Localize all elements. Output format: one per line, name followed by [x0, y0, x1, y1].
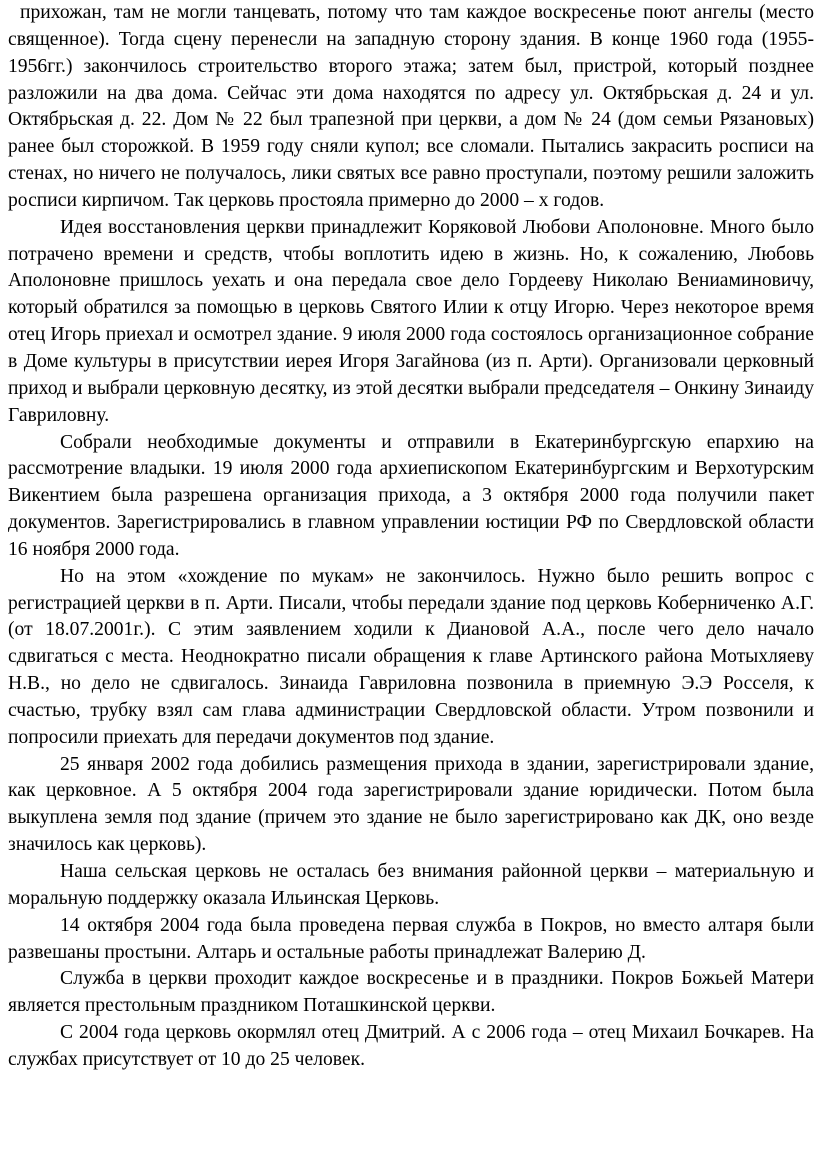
paragraph-registration-struggle: Но на этом «хождение по мукам» не закончилось. Нужно было решить вопрос с регистрацией церкви в п. Арти. Писали, чтобы передали здание под церковь Коберниченко А.Г. (от 18.07.2001г.). С этим заявлением ходили к Диановой А.А., после чего дело начало сдвигаться с места. Неоднократно писали обращения к главе Артинского района Мотыхляеву Н.В., но дело не сдвигалось. Зинаида Гавриловна позвонила в приемную Э.Э Росселя, к счастью, трубку взял сам глава администрации Свердловской области. Утром позвонили и попросили приехать для передачи документов под здание. — [8, 565, 814, 748]
paragraph-documents-submitted: Собрали необходимые документы и отправили в Екатеринбургскую епархию на рассмотрение владыки. 19 июля 2000 года архиепископом Екатеринбургским и Верхотурским Викентием была разрешена организация прихода, а 3 октября 2000 года получили пакет документов. Зарегистрировались в главном управлении юстиции РФ по Свердловской области 16 ноября 2000 года. — [8, 431, 814, 560]
paragraph-church-history-end: прихожан, там не могли танцевать, потому что там каждое воскресенье поют ангелы (место священное). Тогда сцену перенесли на западную сторону здания. В конце 1960 года (1955-1956гг.) закончилось строительство второго этажа; затем был, пристрой, который позднее разложили на два дома. Сейчас эти дома находятся по адресу ул. Октябрьская д. 24 и ул. Октябрьская д. 22. Дом № 22 был трапезной при церкви, а дом № 24 (дом семьи Рязановых) ранее был сторожкой. В 1959 году сняли купол; все сломали. Пытались закрасить росписи на стенах, но ничего не получалось, лики святых все равно проступали, поэтому решили заложить росписи кирпичом. Так церковь простояла примерно до 2000 – х годов. — [8, 2, 814, 211]
paragraph-district-support: Наша сельская церковь не осталась без внимания районной церкви – материальную и моральную поддержку оказала Ильинская Церковь. — [8, 861, 814, 909]
paragraph-services-schedule: Служба в церкви проходит каждое воскресенье и в праздники. Покров Божьей Матери является престольным праздником Поташкинской церкви. — [8, 968, 814, 1017]
document-page — [8, 0, 816, 1167]
paragraph-clergy: С 2004 года церковь окормлял отец Дмитрий. А с 2006 года – отец Михаил Бочкарев. На службах присутствует от 10 до 25 человек. — [8, 1022, 814, 1070]
paragraph-first-service: 14 октября 2004 года была проведена первая служба в Покров, но вместо алтаря были развешаны простыни. Алтарь и остальные работы принадлежат Валерию Д. — [8, 914, 814, 963]
paragraph-building-registered: 25 января 2002 года добились размещения прихода в здании, зарегистрировали здание, как церковное. А 5 октября 2004 года зарегистрировали здание юридически. Потом была выкуплена земля под здание (причем это здание не было зарегистрировано как ДК, оно везде значилось как церковь). — [8, 753, 814, 856]
paragraph-restoration-idea: Идея восстановления церкви принадлежит Коряковой Любови Аполоновне. Много было потрачено времени и средств, чтобы воплотить идею в жизнь. Но, к сожалению, Любовь Аполоновне пришлось уехать и она передала свое дело Гордееву Николаю Вениаминовичу, который обратился за помощью в церковь Святого Илии к отцу Игорю. Через некоторое время отец Игорь приехал и осмотрел здание. 9 июля 2000 года состоялось организационное собрание в Доме культуры в присутствии иерея Игоря Загайнова (из п. Арти). Организовали церковный приход и выбрали церковную десятку, из этой десятки выбрали председателя – Онкину Зинаиду Гавриловну. — [8, 216, 814, 426]
